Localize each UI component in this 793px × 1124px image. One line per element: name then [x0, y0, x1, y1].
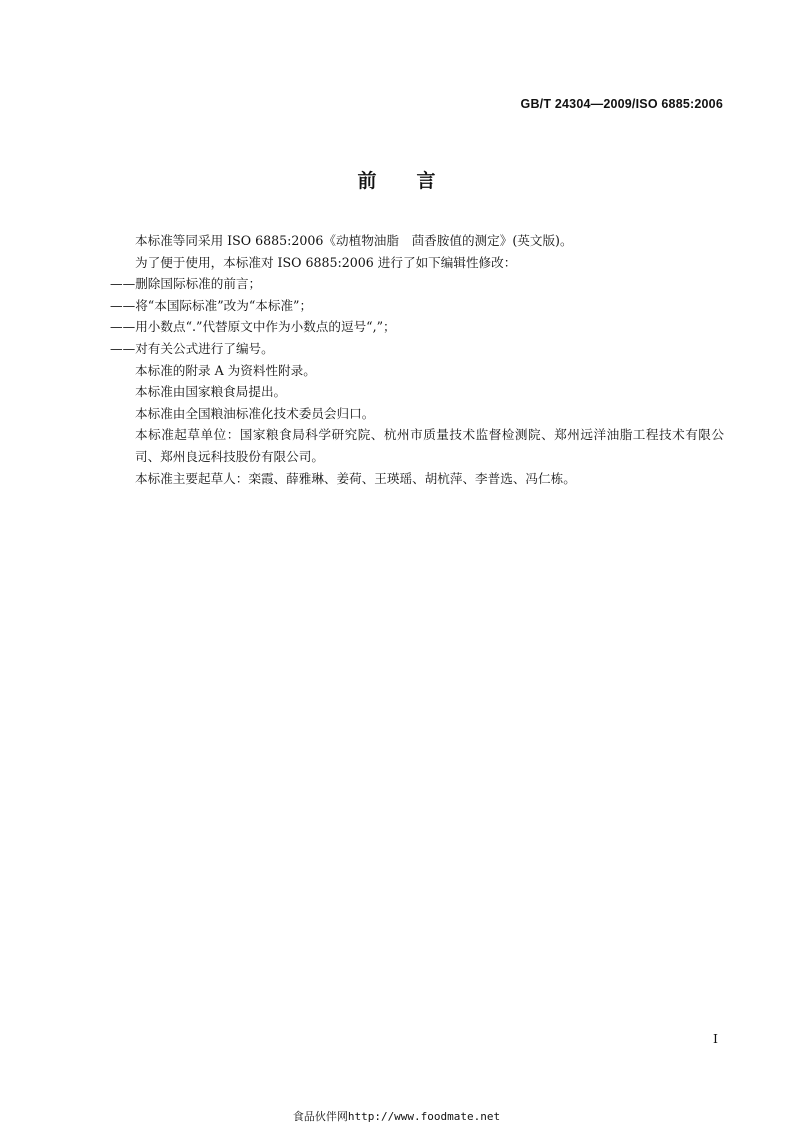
paragraph-centralized-by: 本标准由全国粮油标准化技术委员会归口。: [135, 405, 375, 421]
page-number: I: [713, 1031, 718, 1046]
paragraph-drafting-units: 本标准起草单位：国家粮食局科学研究院、杭州市质量技术监督检测院、郑州远洋油脂工程技术有限公司、郑州良远科技股份有限公司。: [135, 427, 724, 464]
paragraph-drafters: 本标准主要起草人：栾霞、薛雅琳、姜荷、王瑛瑶、胡杭萍、李普选、冯仁栋。: [135, 470, 576, 486]
list-item-rename-standard: ——将“本国际标准”改为“本标准”；: [110, 297, 313, 313]
foreword-body: [110, 230, 724, 489]
list-item-formula-numbering: ——对有关公式进行了编号。: [110, 340, 274, 356]
paragraph-modifications-intro: 为了便于使用，本标准对 ISO 6885:2006 进行了如下编辑性修改：: [135, 254, 517, 270]
list-item-decimal-point: ——用小数点“.”代替原文中作为小数点的逗号“,”；: [110, 319, 396, 335]
footer-source-link[interactable]: 食品伙伴网http://www.foodmate.net: [292, 1110, 501, 1123]
paragraph-adoption: 本标准等同采用 ISO 6885:2006《动植物油脂 茴香胺值的测定》(英文版)。: [135, 233, 573, 248]
paragraph-proposed-by: 本标准由国家粮食局提出。: [135, 384, 287, 400]
standard-number: GB/T 24304—2009/ISO 6885:2006: [520, 97, 723, 111]
paragraph-annex: 本标准的附录 A 为资料性附录。: [135, 362, 316, 378]
list-item-delete-foreword: ——删除国际标准的前言；: [110, 276, 262, 292]
page-title: 前言: [357, 170, 476, 192]
